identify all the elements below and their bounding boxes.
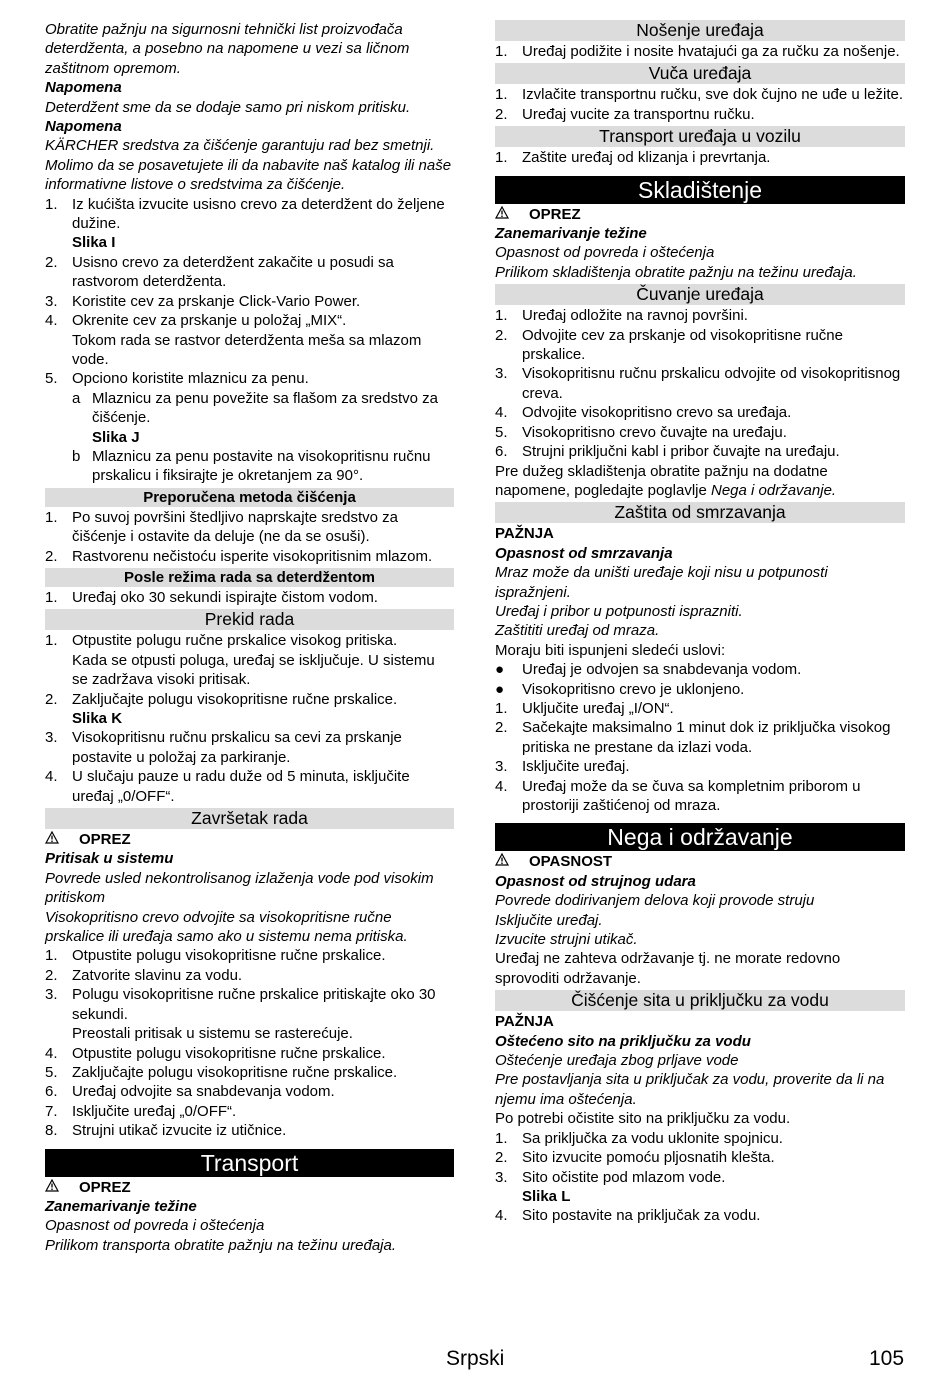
bold-italic-heading: Pritisak u sistemu <box>45 850 174 868</box>
list-item-number: 6. <box>45 1083 58 1101</box>
bold-italic-heading: Opasnost od smrzavanja <box>495 544 673 562</box>
warning-label-text: OPREZ <box>79 831 131 849</box>
section-heading: Vuča uređaja <box>495 63 905 84</box>
list-item <box>45 1121 454 1140</box>
list-item-text: Koristite cev za prskanje Click-Vario Power. <box>72 292 361 310</box>
list-item-text: Sačekajte maksimalno 1 minut dok iz priključka visokog pritiska ne prestane da izlazi voda. <box>522 719 891 756</box>
sub-list-item-letter: a <box>72 389 81 407</box>
warning-label <box>45 1178 454 1197</box>
list-item-number: 2. <box>45 966 58 984</box>
sub-list-item <box>45 447 454 486</box>
paragraph <box>495 1109 905 1128</box>
list-item-text: U slučaju pauze u radu duže od 5 minuta, isključite uređaj „0/OFF“. <box>72 768 410 805</box>
italic-paragraph: Isključite uređaj. <box>495 911 603 929</box>
list-item <box>495 660 905 679</box>
list-item-text: Opciono koristite mlaznicu za penu. <box>72 370 309 388</box>
section-heading: Zaštita od smrzavanja <box>495 502 905 523</box>
list-item-number: 4. <box>495 1207 508 1225</box>
list-item-number: 1. <box>495 1129 508 1147</box>
page-number: 105 <box>869 1347 905 1370</box>
list-item-text: Iz kućišta izvucite usisno crevo za deterdžent do željene dužine. <box>72 195 445 233</box>
bold-italic-heading: Oštećeno sito na priključku za vodu <box>495 1032 751 1050</box>
list-item <box>45 966 454 985</box>
list-item <box>45 690 454 709</box>
list-item <box>495 718 905 757</box>
list-item <box>45 946 454 965</box>
list-item-text: Zaštite uređaj od klizanja i prevrtanja. <box>522 149 771 167</box>
list-item-number: 1. <box>45 195 58 213</box>
list-item-text: Sa priključka za vodu uklonite spojnicu. <box>522 1129 783 1147</box>
warning-label-text: OPASNOST <box>529 853 613 871</box>
chapter-heading: Nega i održavanje <box>495 823 905 851</box>
italic-paragraph: Obratite pažnju na sigurnosni tehnički list proizvođača deterdženta, a posebno na napomene u vezi sa ličnom zaštitnom opremom. <box>45 21 410 77</box>
list-item <box>495 105 905 124</box>
list-item <box>45 728 454 767</box>
list-item-text: Uređaj odložite na ravnoj površini. <box>522 307 748 325</box>
list-item <box>45 292 454 311</box>
list-item-number: 2. <box>45 253 58 271</box>
list-item <box>45 1063 454 1082</box>
list-item-text: Strujni priključni kabl i pribor čuvajte na uređaju. <box>522 443 840 461</box>
figure-reference: Slika J <box>92 428 140 446</box>
paragraph <box>495 641 905 660</box>
list-item-text: Visokopritisnu ručnu prskalicu sa cevi za prskanje postavite u položaj za parkiranje. <box>72 729 402 766</box>
italic-paragraph: Opasnost od povreda i oštećenja <box>45 1217 265 1235</box>
list-item <box>45 1102 454 1121</box>
italic-paragraph: Visokopritisno crevo odvojite sa visokopritisne ručne prskalice ili uređaja samo ako u sistemu nema pritiska. <box>45 908 408 946</box>
warning-label <box>495 852 905 871</box>
list-item-number: 5. <box>495 423 508 441</box>
notice-label: PAŽNJA <box>495 525 554 543</box>
warning-label-text: OPREZ <box>529 205 581 223</box>
list-item-text: Sito postavite na priključak za vodu. <box>522 1207 761 1225</box>
list-item <box>495 777 905 816</box>
list-item-text: Strujni utikač izvucite iz utičnice. <box>72 1122 287 1140</box>
list-item <box>45 767 454 806</box>
list-item <box>45 547 454 566</box>
list-item-number: 4. <box>495 404 508 422</box>
list-item <box>495 364 905 403</box>
italic-paragraph: KÄRCHER sredstva za čišćenje garantuju rad bez smetnji. Molimo da se posavetujete ili da nabavite naš katalog ili naše informativne listove o sredstvima za čišćenje. <box>45 137 452 194</box>
list-item-number: 3. <box>495 758 508 776</box>
paragraph-text: Po potrebi očistite sito na priključku za vodu. <box>495 1110 791 1128</box>
italic-paragraph: Povrede dodirivanjem delova koji provode struju <box>495 892 815 910</box>
warning-triangle-icon <box>45 1178 79 1197</box>
list-item-text: Otpustite polugu visokopritisne ručne prskalice. <box>72 947 386 965</box>
list-item-number: 1. <box>495 86 508 104</box>
italic-paragraph: Izvucite strujni utikač. <box>495 931 638 949</box>
list-item <box>45 631 454 650</box>
list-item-text: Uređaj odvojite sa snabdevanja vodom. <box>72 1083 335 1101</box>
italic-paragraph: Opasnost od povreda i oštećenja <box>495 244 715 262</box>
section-heading: Prekid rada <box>45 609 454 630</box>
section-heading: Čišćenje sita u priključku za vodu <box>495 990 905 1011</box>
list-item <box>495 442 905 461</box>
paragraph-text: Uređaj ne zahteva održavanje tj. ne morate redovno sprovoditi održavanje. <box>495 950 841 987</box>
list-item <box>45 369 454 388</box>
list-item-number: 5. <box>45 370 58 388</box>
section-heading: Transport uređaja u vozilu <box>495 126 905 147</box>
list-item-text: Visokopritisno crevo je uklonjeno. <box>522 680 745 698</box>
list-item <box>45 508 454 547</box>
list-item-number: 5. <box>45 1063 58 1081</box>
paragraph-text: Moraju biti ispunjeni sledeći uslovi: <box>495 641 726 659</box>
list-item <box>45 311 454 330</box>
list-item-number: 4. <box>495 777 508 795</box>
list-item-number: 4. <box>45 312 58 330</box>
warning-label <box>495 205 905 224</box>
list-item-text: Visokopritisnu ručnu prskalicu odvojite od visokopritisnog creva. <box>522 365 901 402</box>
paragraph <box>495 462 905 501</box>
list-item <box>45 1044 454 1063</box>
list-item-number: ● <box>495 680 505 698</box>
list-item-text: Visokopritisno crevo čuvajte na uređaju. <box>522 423 787 441</box>
list-item-text: Isključite uređaj „0/OFF“. <box>72 1102 237 1120</box>
list-item-number: 3. <box>495 1168 508 1186</box>
list-item-text: Uređaj podižite i nosite hvatajući ga za ručku za nošenje. <box>522 43 900 60</box>
chapter-heading: Skladištenje <box>495 176 905 204</box>
list-item-number: 3. <box>45 292 58 310</box>
list-item-text: Sito očistite pod mlazom vode. <box>522 1168 726 1186</box>
list-item <box>495 326 905 365</box>
warning-label <box>45 830 454 849</box>
bold-italic-heading: Napomena <box>45 118 122 136</box>
list-item-text: Sito izvucite pomoću pljosnatih klešta. <box>522 1149 775 1167</box>
list-item-number: 1. <box>495 307 508 325</box>
list-item-text: Rastvorenu nečistoću isperite visokopritisnim mlazom. <box>72 547 433 565</box>
list-item <box>495 1168 905 1187</box>
list-item-number: 2. <box>495 719 508 737</box>
list-item-text: Uređaj može da se čuva sa kompletnim priborom u prostoriji zaštićenoj od mraza. <box>522 777 861 814</box>
list-item-text: Zaključajte polugu visokopritisne ručne prskalice. <box>72 690 398 708</box>
list-item-text: Usisno crevo za deterdžent zakačite u posudi sa rastvorom deterdženta. <box>72 253 394 291</box>
list-item <box>495 403 905 422</box>
list-item-number: 2. <box>45 547 58 565</box>
list-item-continuation: Kada se otpusti poluga, uređaj se isključuje. U sistemu se zadržava visoki pritisak. <box>72 651 435 689</box>
list-item <box>495 85 905 104</box>
warning-triangle-icon <box>495 852 529 871</box>
list-item-number: 1. <box>45 508 58 526</box>
list-item <box>495 757 905 776</box>
list-item <box>495 1129 905 1148</box>
warning-triangle-icon <box>45 830 79 849</box>
list-item-number: 3. <box>495 365 508 383</box>
list-item-text: Izvlačite transportnu ručku, sve dok čujno ne uđe u ležite. <box>522 86 904 104</box>
list-item-text: Zatvorite slavinu za vodu. <box>72 966 243 984</box>
list-item-text: Odvojite visokopritisno crevo sa uređaja. <box>522 404 792 422</box>
italic-paragraph: Oštećenje uređaja zbog prljave vode <box>495 1052 739 1070</box>
list-item-text: Uređaj oko 30 sekundi ispirajte čistom vodom. <box>72 588 378 606</box>
list-item-number: 7. <box>45 1102 58 1120</box>
list-item <box>495 42 905 61</box>
list-item-number: ● <box>495 661 505 679</box>
list-item-text: Otpustite polugu ručne prskalice visokog pritiska. <box>72 632 398 650</box>
list-item <box>495 699 905 718</box>
section-heading: Završetak rada <box>45 808 454 829</box>
cross-reference: Nega i održavanje. <box>711 481 837 499</box>
list-item-number: 1. <box>495 149 508 167</box>
list-item-text: Uređaj vucite za transportnu ručku. <box>522 105 755 123</box>
list-item-text: Polugu visokopritisne ručne prskalice pritiskajte oko 30 sekundi. <box>72 986 436 1023</box>
list-item-number: 3. <box>45 986 58 1004</box>
chapter-heading: Transport <box>45 1149 454 1177</box>
list-item-text: Isključite uređaj. <box>522 758 630 776</box>
list-item-number: 1. <box>45 947 58 965</box>
list-item-number: 2. <box>45 690 58 708</box>
bold-italic-heading: Opasnost od strujnog udara <box>495 872 696 890</box>
list-item <box>495 1206 905 1225</box>
list-item-continuation: Preostali pritisak u sistemu se rasterećuje. <box>72 1025 353 1043</box>
sub-list-item <box>45 389 454 428</box>
subsection-heading: Posle režima rada sa deterdžentom <box>45 568 454 587</box>
figure-reference: Slika I <box>72 234 116 252</box>
section-heading: Čuvanje uređaja <box>495 284 905 305</box>
paragraph <box>495 949 905 988</box>
list-item-text: Po suvoj površini štedljivo naprskajte sredstvo za čišćenje i ostavite da deluje (ne da se osuši). <box>72 508 398 546</box>
list-item-number: 4. <box>45 1044 58 1062</box>
italic-paragraph: Prilikom transporta obratite pažnju na težinu uređaja. <box>45 1236 397 1254</box>
list-item <box>45 1082 454 1101</box>
list-item-text: Okrenite cev za prskanje u položaj „MIX“. <box>72 312 347 330</box>
italic-paragraph: Uređaj i pribor u potpunosti isprazniti. <box>495 602 743 620</box>
figure-reference: Slika L <box>522 1187 571 1205</box>
list-item <box>495 1148 905 1167</box>
list-item-number: 6. <box>495 443 508 461</box>
list-item <box>45 195 454 234</box>
figure-reference: Slika K <box>72 710 123 727</box>
notice-label: PAŽNJA <box>495 1013 554 1031</box>
list-item-text: Otpustite polugu visokopritisne ručne prskalice. <box>72 1044 386 1062</box>
list-item-number: 1. <box>45 588 58 606</box>
list-item-text: Uređaj je odvojen sa snabdevanja vodom. <box>522 661 802 679</box>
list-item-text: Odvojite cev za prskanje od visokopritisne ručne prskalice. <box>522 326 843 364</box>
list-item-number: 1. <box>495 43 508 60</box>
italic-paragraph: Povrede usled nekontrolisanog izlaženja vode pod visokim pritiskom <box>45 869 434 907</box>
list-item-number: 1. <box>495 699 508 717</box>
list-item-number: 8. <box>45 1122 58 1140</box>
sub-list-item-letter: b <box>72 447 81 465</box>
list-item <box>495 306 905 325</box>
list-item-continuation: Tokom rada se rastvor deterdženta meša sa mlazom vode. <box>72 331 422 368</box>
italic-paragraph: Mraz može da uništi uređaje koji nisu u potpunosti ispražnjeni. <box>495 564 828 601</box>
list-item-number: 1. <box>45 632 58 650</box>
sub-list-item-text: Mlaznicu za penu postavite na visokopritisnu ručnu prskalicu i fiksirajte je okretanjem za 90°. <box>92 447 431 485</box>
subsection-heading: Preporučena metoda čišćenja <box>45 488 454 507</box>
warning-label-text: OPREZ <box>79 1178 131 1196</box>
italic-paragraph: Zaštititi uređaj od mraza. <box>495 622 660 640</box>
bold-italic-heading: Zanemarivanje težine <box>495 225 647 243</box>
paragraph-text: Pre dužeg skladištenja obratite pažnju na dodatne napomene, pogledajte poglavlje <box>495 462 828 499</box>
italic-paragraph: Pre postavljanja sita u priključak za vodu, proverite da li na njemu ima oštećenja. <box>495 1071 885 1108</box>
list-item <box>45 253 454 292</box>
bold-italic-heading: Zanemarivanje težine <box>45 1197 197 1215</box>
list-item-number: 4. <box>45 768 58 786</box>
section-heading: Nošenje uređaja <box>495 20 905 41</box>
list-item <box>495 680 905 699</box>
list-item <box>45 588 454 607</box>
footer-language: Srpski <box>446 1347 505 1370</box>
left-column <box>45 20 454 1255</box>
sub-list-item-text: Mlaznicu za penu povežite sa flašom za sredstvo za čišćenje. <box>92 389 439 427</box>
list-item <box>495 148 905 167</box>
warning-triangle-icon <box>495 205 529 224</box>
italic-paragraph: Deterdžent sme da se dodaje samo pri niskom pritisku. <box>45 98 411 116</box>
list-item <box>45 985 454 1024</box>
list-item-number: 3. <box>45 729 58 747</box>
list-item-number: 2. <box>495 326 508 344</box>
italic-paragraph: Prilikom skladištenja obratite pažnju na težinu uređaja. <box>495 263 857 281</box>
list-item-text: Zaključajte polugu visokopritisne ručne prskalice. <box>72 1063 398 1081</box>
list-item-number: 2. <box>495 105 508 123</box>
list-item-number: 2. <box>495 1149 508 1167</box>
list-item <box>495 423 905 442</box>
list-item-text: Uključite uređaj „I/ON“. <box>522 699 674 717</box>
right-column <box>495 20 905 1226</box>
bold-italic-heading: Napomena <box>45 79 122 97</box>
